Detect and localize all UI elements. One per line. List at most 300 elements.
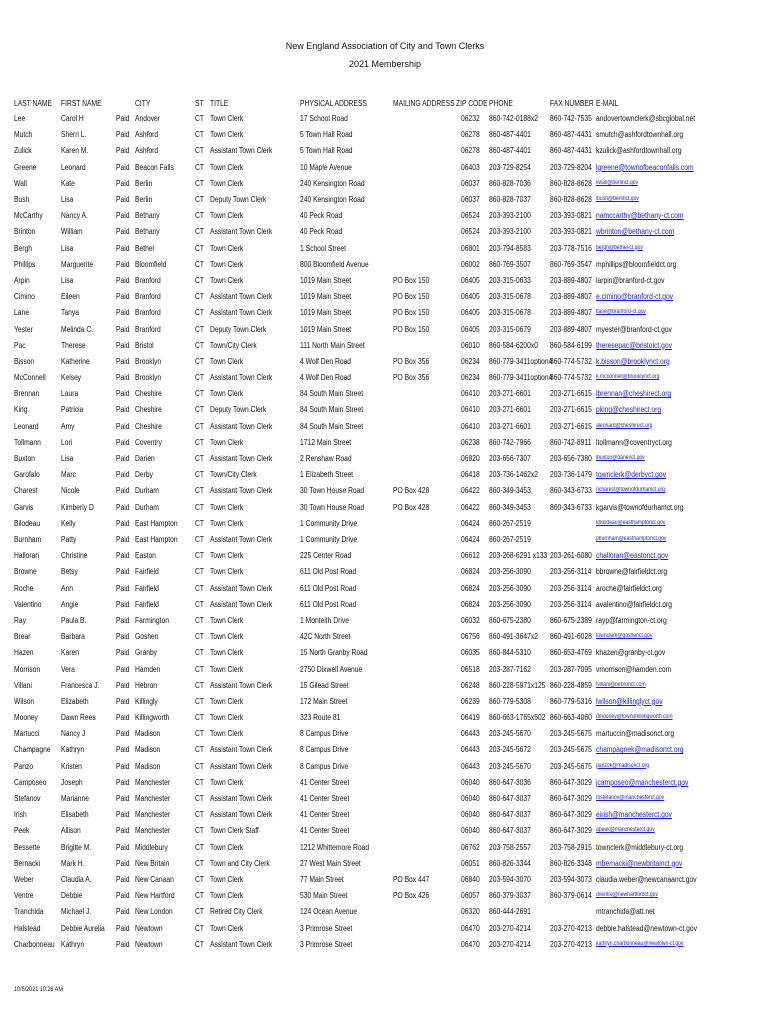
- cell-zip-code: 06410: [461, 389, 480, 399]
- cell-status: Paid: [116, 567, 130, 577]
- cell-email[interactable]: tlane@branford-ct.gov: [596, 309, 646, 316]
- print-timestamp: 10/5/2021 10:28 AM: [14, 986, 63, 993]
- cell-physical-address: 240 Kensington Road: [300, 178, 365, 188]
- cell-physical-address: 15 North Granby Road: [300, 648, 368, 658]
- cell-physical-address: 8 Campus Drive: [300, 745, 349, 755]
- cell-zip-code: 06232: [461, 114, 480, 123]
- cell-city: Granby: [135, 648, 158, 658]
- cell-title: Assistant Town Clerk: [210, 761, 273, 771]
- cell-physical-address: 172 Main Street: [300, 696, 348, 706]
- cell-status: Paid: [116, 874, 130, 884]
- cell-city: Ashford: [135, 130, 159, 140]
- cell-city: Goshen: [135, 632, 159, 642]
- cell-email[interactable]: k.mcconnell@brooklynct.org: [596, 374, 660, 380]
- cell-phone: 860-769-3507: [489, 259, 531, 269]
- header-first-name: FIRST NAME: [61, 99, 102, 108]
- cell-fax: 203-889-4807: [550, 275, 592, 285]
- header-email: E-MAIL: [596, 99, 619, 108]
- cell-title: Town Clerk: [210, 114, 244, 123]
- cell-city: Coventry: [135, 437, 162, 447]
- cell-email: mphillips@bloomfieldct.org: [596, 259, 677, 269]
- cell-fax: 860-828-8628: [550, 194, 592, 204]
- cell-state: CT: [195, 194, 204, 204]
- cell-last-name: Villani: [14, 680, 32, 690]
- cell-last-name: Pac: [14, 340, 26, 350]
- cell-phone: 860-742-0188x2: [489, 114, 538, 123]
- cell-status: Paid: [116, 551, 130, 561]
- cell-status: Paid: [116, 680, 130, 690]
- cell-phone: 860-491-3647x2: [489, 632, 538, 642]
- cell-physical-address: 2 Renshaw Road: [300, 454, 352, 463]
- cell-zip-code: 06756: [461, 632, 480, 642]
- cell-last-name: Weber: [14, 874, 34, 884]
- cell-phone: 203-315-0678: [489, 308, 531, 318]
- cell-fax: 860-491-6028: [550, 632, 592, 642]
- cell-status: Paid: [116, 486, 130, 496]
- cell-title: Assistant Town Clerk: [210, 939, 273, 949]
- cell-physical-address: 240 Kensington Road: [300, 194, 365, 204]
- cell-status: Paid: [116, 713, 130, 722]
- cell-city: Middlebury: [135, 842, 168, 852]
- cell-title: Town Clerk: [210, 178, 244, 188]
- cell-phone: 203-245-5670: [489, 761, 531, 771]
- cell-physical-address: 1 Monteith Drive: [300, 615, 349, 625]
- cell-fax: 203-736-1479: [550, 470, 592, 480]
- cell-status: Paid: [116, 470, 130, 480]
- cell-state: CT: [195, 874, 204, 884]
- cell-fax: 203-271-6615: [550, 389, 592, 399]
- cell-state: CT: [195, 696, 204, 706]
- cell-zip-code: 06035: [461, 648, 480, 658]
- cell-city: Branford: [135, 308, 161, 318]
- cell-title: Assistant Town Clerk: [210, 599, 273, 609]
- cell-city: Cheshire: [135, 421, 162, 431]
- cell-phone: 203-256-3090: [489, 583, 531, 593]
- cell-zip-code: 06278: [461, 130, 480, 140]
- cell-title: Assistant Town Clerk: [210, 534, 273, 544]
- cell-zip-code: 06422: [461, 486, 480, 496]
- cell-first-name: Claudia A.: [61, 874, 92, 884]
- cell-phone: 203-393-2100: [489, 211, 531, 221]
- cell-state: CT: [195, 324, 204, 334]
- cell-title: Town Clerk: [210, 437, 244, 447]
- cell-email[interactable]: namccarthy@bethany-ct.com: [596, 211, 684, 221]
- cell-zip-code: 06037: [461, 194, 480, 204]
- cell-email[interactable]: pking@cheshirect.org: [596, 405, 662, 415]
- cell-first-name: Kate: [61, 178, 75, 188]
- cell-email[interactable]: dmooney@townofkillingworth.com: [596, 714, 673, 720]
- cell-email: andovertownclerk@sbcglobal.net: [596, 114, 696, 123]
- cell-status: Paid: [116, 534, 130, 544]
- cell-state: CT: [195, 664, 204, 674]
- cell-first-name: Kelsey: [61, 373, 82, 382]
- cell-email[interactable]: e.cimino@branford-ct.gov: [596, 292, 674, 302]
- cell-first-name: Lisa: [61, 243, 74, 253]
- cell-email[interactable]: townclerk@derbyct.gov: [596, 470, 666, 480]
- cell-city: Madison: [135, 745, 161, 755]
- cell-email[interactable]: lwilson@killinglyct.gov: [596, 696, 663, 706]
- cell-first-name: Michael J.: [61, 907, 92, 917]
- cell-last-name: Camposeo: [14, 777, 47, 787]
- cell-state: CT: [195, 292, 204, 302]
- cell-status: Paid: [116, 696, 130, 706]
- cell-last-name: Browne: [14, 567, 37, 577]
- cell-first-name: Marguerite: [61, 259, 94, 269]
- cell-title: Deputy Town Clerk: [210, 194, 267, 204]
- cell-phone: 860-444-2691: [489, 907, 531, 917]
- cell-phone: 203-315-0633: [489, 275, 531, 285]
- cell-state: CT: [195, 275, 204, 285]
- cell-status: Paid: [116, 502, 130, 512]
- cell-zip-code: 06002: [461, 259, 480, 269]
- cell-email[interactable]: townclerk@goshenct.gov: [596, 633, 653, 640]
- cell-email[interactable]: bergh@bethel-ct.gov: [596, 244, 643, 251]
- cell-state: CT: [195, 340, 204, 350]
- cell-fax: 203-889-4807: [550, 324, 592, 334]
- cell-email[interactable]: challoran@eastonct.gov: [596, 551, 669, 561]
- cell-status: Paid: [116, 114, 130, 123]
- cell-status: Paid: [116, 162, 130, 172]
- header-st: ST: [195, 99, 204, 108]
- cell-phone: 860-844-5310: [489, 648, 531, 658]
- cell-email[interactable]: mstefanov@manchesterct.gov: [596, 795, 665, 801]
- cell-last-name: Lee: [14, 114, 26, 123]
- cell-phone: 860-742-7966: [489, 437, 531, 447]
- cell-status: Paid: [116, 178, 130, 188]
- cell-phone: 203-271-6601: [489, 421, 531, 431]
- cell-status: Paid: [116, 292, 130, 302]
- cell-last-name: Irish: [14, 810, 27, 820]
- cell-physical-address: 8 Campus Drive: [300, 729, 349, 739]
- cell-city: East Hampton: [135, 534, 178, 544]
- document-subtitle: 2021 Membership: [348, 59, 422, 69]
- cell-zip-code: 06040: [461, 777, 480, 787]
- cell-state: CT: [195, 114, 204, 123]
- cell-email[interactable]: champagnek@madisonct.org: [596, 745, 684, 755]
- cell-email[interactable]: pburnham@easthamptonct.gov: [596, 535, 667, 542]
- cell-fax: 860-663-4060: [550, 713, 592, 722]
- cell-email: avalentino@fairfieldct.org: [596, 599, 672, 609]
- cell-phone: 203-393-2100: [489, 227, 531, 237]
- cell-last-name: Bisson: [14, 356, 35, 366]
- cell-title: Assistant Town Clerk: [210, 680, 273, 690]
- cell-phone: 860-828-7036: [489, 178, 531, 188]
- cell-physical-address: 1019 Main Street: [300, 292, 352, 302]
- cell-mailing-address: PO Box 426: [393, 891, 430, 901]
- cell-last-name: Arpin: [14, 275, 30, 285]
- cell-email[interactable]: lbuxton@darienct.gov: [596, 455, 645, 461]
- cell-first-name: Joseph: [61, 777, 83, 787]
- cell-state: CT: [195, 923, 204, 933]
- cell-fax: 860-779-5316: [550, 696, 592, 706]
- cell-last-name: Tranchida: [14, 907, 44, 917]
- cell-state: CT: [195, 583, 204, 593]
- cell-first-name: Barbara: [61, 632, 85, 642]
- cell-status: Paid: [116, 146, 130, 156]
- cell-status: Paid: [116, 615, 130, 625]
- cell-phone: 203-736-1462x2: [489, 470, 538, 480]
- cell-state: CT: [195, 858, 204, 868]
- cell-fax: 203-758-2915: [550, 842, 592, 852]
- cell-zip-code: 06801: [461, 243, 480, 253]
- cell-title: Town and City Clerk: [210, 858, 270, 868]
- cell-fax: 203-393-0821: [550, 227, 592, 237]
- cell-city: Branford: [135, 275, 161, 285]
- cell-physical-address: 77 Main Street: [300, 874, 344, 884]
- cell-first-name: Lori: [61, 437, 73, 447]
- cell-city: Durham: [135, 486, 159, 496]
- cell-email[interactable]: k.bisson@brooklynct.org: [596, 356, 670, 366]
- cell-first-name: Patty: [61, 534, 77, 544]
- cell-phone: 203-287-7162: [489, 664, 531, 674]
- cell-last-name: Cimino: [14, 292, 35, 302]
- cell-city: Newtown: [135, 939, 163, 949]
- cell-first-name: Kelly: [61, 518, 76, 528]
- cell-last-name: Brear: [14, 632, 31, 642]
- cell-first-name: Karen M.: [61, 146, 89, 156]
- cell-physical-address: 84 South Main Street: [300, 405, 364, 415]
- cell-last-name: Champagne: [14, 745, 51, 755]
- cell-fax: 860-487-4431: [550, 146, 592, 156]
- cell-first-name: Laura: [61, 389, 79, 399]
- cell-email: claudia.weber@newcanaanct.gov: [596, 874, 697, 884]
- cell-status: Paid: [116, 227, 130, 237]
- cell-title: Town Clerk Staff: [210, 826, 259, 836]
- cell-phone: 203-315-0679: [489, 324, 531, 334]
- cell-zip-code: 06410: [461, 421, 480, 431]
- cell-fax: 203-270-4213: [550, 923, 592, 933]
- cell-city: New London: [135, 907, 173, 917]
- cell-status: Paid: [116, 356, 130, 366]
- cell-title: Assistant Town Clerk: [210, 745, 273, 755]
- cell-zip-code: 06320: [461, 907, 480, 917]
- cell-status: Paid: [116, 405, 130, 415]
- cell-status: Paid: [116, 745, 130, 755]
- cell-mailing-address: PO Box 428: [393, 502, 430, 512]
- cell-email[interactable]: jcamposeo@manchesterct.gov: [596, 777, 689, 787]
- cell-last-name: Valentino: [14, 599, 42, 609]
- cell-city: New Hartford: [135, 891, 175, 901]
- cell-last-name: Stefanov: [14, 794, 41, 803]
- cell-email: aroche@fairfieldct.org: [596, 583, 662, 593]
- cell-phone: 203-594-3070: [489, 874, 531, 884]
- cell-state: CT: [195, 729, 204, 739]
- cell-status: Paid: [116, 648, 130, 658]
- cell-state: CT: [195, 437, 204, 447]
- cell-physical-address: 4 Wolf Den Road: [300, 373, 352, 382]
- cell-physical-address: 17 School Road: [300, 114, 348, 123]
- cell-city: Bethany: [135, 211, 160, 221]
- cell-first-name: William: [61, 227, 83, 237]
- cell-last-name: Mutch: [14, 130, 33, 140]
- cell-fax: 203-256-3114: [550, 583, 592, 593]
- cell-title: Town Clerk: [210, 243, 244, 253]
- cell-email[interactable]: theresepac@bristolct.gov: [596, 340, 672, 350]
- cell-state: CT: [195, 648, 204, 658]
- cell-city: Manchester: [135, 794, 171, 803]
- cell-state: CT: [195, 907, 204, 917]
- cell-first-name: Allison: [61, 826, 81, 836]
- cell-zip-code: 06040: [461, 794, 480, 803]
- cell-first-name: Marianne: [61, 794, 90, 803]
- cell-state: CT: [195, 939, 204, 949]
- cell-first-name: Carol H: [61, 114, 84, 123]
- cell-physical-address: 84 South Main Street: [300, 421, 364, 431]
- cell-fax: 203-271-6615: [550, 421, 592, 431]
- cell-phone: 860-379-3037: [489, 891, 531, 901]
- cell-last-name: Brinton: [14, 227, 36, 237]
- cell-phone: 860-487-4401: [489, 146, 531, 156]
- cell-title: Town Clerk: [210, 502, 244, 512]
- cell-fax: 860-343-6733: [550, 486, 592, 496]
- cell-mailing-address: PO Box 428: [393, 486, 430, 496]
- cell-city: Hebron: [135, 680, 158, 690]
- cell-last-name: Wall: [14, 178, 27, 188]
- cell-email[interactable]: ncharest@townofdurhamct.org: [596, 487, 665, 494]
- cell-status: Paid: [116, 939, 130, 949]
- cell-fax: 860-647-3029: [550, 777, 592, 787]
- cell-email[interactable]: mbernacki@newbritainct.gov: [596, 858, 683, 868]
- cell-last-name: Bessette: [14, 842, 41, 852]
- cell-fax: 203-256-3114: [550, 567, 592, 577]
- cell-first-name: Nicole: [61, 486, 80, 496]
- cell-email[interactable]: panzok@madisonct.org: [596, 762, 650, 769]
- cell-phone: 860-828-7037: [489, 194, 531, 204]
- cell-status: Paid: [116, 243, 130, 253]
- cell-title: Town Clerk: [210, 551, 244, 561]
- cell-title: Assistant Town Clerk: [210, 454, 273, 463]
- cell-status: Paid: [116, 130, 130, 140]
- cell-email[interactable]: lgreene@townofbeaconfalls.com: [596, 162, 694, 172]
- cell-email[interactable]: kathryn.charbonneau@newtown-ct.gov: [596, 940, 684, 947]
- cell-title: Town Clerk: [210, 696, 244, 706]
- cell-email[interactable]: aleonard@cheshirect.org: [596, 422, 653, 429]
- cell-status: Paid: [116, 259, 130, 269]
- cell-phone: 203-758-2557: [489, 842, 531, 852]
- cell-email[interactable]: kbilodeau@easthamptonct.gov: [596, 519, 666, 526]
- cell-phone: 203-245-5672: [489, 745, 531, 755]
- cell-last-name: Ventre: [14, 891, 34, 901]
- cell-email[interactable]: fvillani@hebronct.com: [596, 681, 646, 688]
- cell-physical-address: 611 Old Post Road: [300, 599, 357, 609]
- cell-status: Paid: [116, 923, 130, 933]
- cell-state: CT: [195, 454, 204, 463]
- cell-fax: 860-584-6199: [550, 340, 592, 350]
- cell-city: Madison: [135, 729, 161, 739]
- cell-city: Beacon Falls: [135, 162, 174, 172]
- cell-status: Paid: [116, 583, 130, 593]
- cell-email[interactable]: apeek@manchesterct.gov: [596, 827, 655, 834]
- cell-city: Berlin: [135, 178, 153, 188]
- cell-physical-address: 30 Town House Road: [300, 486, 365, 496]
- cell-fax: 860-379-0614: [550, 891, 592, 901]
- cell-title: Town Clerk: [210, 567, 244, 577]
- cell-last-name: Mooney: [14, 713, 38, 722]
- cell-mailing-address: PO Box 150: [393, 275, 430, 285]
- cell-first-name: Sherri L.: [61, 130, 87, 140]
- cell-physical-address: 27 West Main Street: [300, 858, 361, 868]
- cell-state: CT: [195, 713, 204, 722]
- cell-phone: 203-656-7307: [489, 454, 531, 463]
- cell-email[interactable]: lbush@berlinct.gov: [596, 195, 639, 202]
- cell-state: CT: [195, 794, 204, 803]
- cell-first-name: Amy: [61, 421, 75, 431]
- cell-last-name: King: [14, 405, 28, 415]
- cell-zip-code: 06405: [461, 275, 480, 285]
- cell-fax: 203-287-7095: [550, 664, 592, 674]
- cell-city: New Canaan: [135, 874, 174, 884]
- cell-phone: 203-315-0678: [489, 292, 531, 302]
- cell-physical-address: 41 Center Street: [300, 777, 350, 787]
- cell-status: Paid: [116, 373, 130, 382]
- document-title: New England Association of City and Town Clerks: [285, 41, 485, 51]
- cell-physical-address: 40 Peck Road: [300, 211, 343, 221]
- cell-email[interactable]: dventre@newhartfordct.gov: [596, 892, 658, 899]
- cell-last-name: Panzo: [14, 761, 34, 771]
- cell-physical-address: 800 Bloomfield Avenue: [300, 259, 369, 269]
- cell-phone: 860-487-4401: [489, 130, 531, 140]
- cell-last-name: Ray: [14, 615, 26, 625]
- cell-email[interactable]: eirish@manchesterct.gov: [596, 810, 672, 820]
- cell-phone: 860-647-3037: [489, 826, 531, 836]
- cell-zip-code: 06037: [461, 178, 480, 188]
- cell-first-name: Betsy: [61, 567, 78, 577]
- cell-zip-code: 06040: [461, 810, 480, 820]
- header-phone: PHONE: [489, 99, 513, 108]
- cell-title: Assistant Town Clerk: [210, 292, 273, 302]
- cell-state: CT: [195, 518, 204, 528]
- cell-zip-code: 06424: [461, 534, 480, 544]
- cell-email[interactable]: kwall@berlinct.gov: [596, 179, 639, 186]
- cell-email: kgarvis@townofdurhamct.org: [596, 502, 684, 512]
- cell-state: CT: [195, 680, 204, 690]
- cell-city: Manchester: [135, 810, 171, 820]
- cell-city: Newtown: [135, 923, 163, 933]
- cell-zip-code: 06470: [461, 939, 480, 949]
- cell-last-name: Hazen: [14, 648, 34, 658]
- cell-physical-address: 1019 Main Street: [300, 308, 352, 318]
- cell-phone: 860-826-3344: [489, 858, 531, 868]
- cell-phone: 860-647-3036: [489, 777, 531, 787]
- cell-status: Paid: [116, 211, 130, 221]
- cell-state: CT: [195, 373, 204, 382]
- cell-email[interactable]: wbrinton@bethany-ct.com: [596, 227, 675, 237]
- cell-first-name: Debbie: [61, 891, 83, 901]
- cell-physical-address: 15 Gilead Street: [300, 680, 349, 690]
- cell-state: CT: [195, 777, 204, 787]
- cell-phone: 203-245-5670: [489, 729, 531, 739]
- cell-status: Paid: [116, 664, 130, 674]
- cell-phone: 860-779-3411option4: [489, 356, 553, 366]
- cell-state: CT: [195, 599, 204, 609]
- cell-fax: 203-889-4807: [550, 292, 592, 302]
- cell-fax: 860-675-2389: [550, 615, 592, 625]
- cell-first-name: Elisabeth: [61, 810, 89, 820]
- header-physical-address: PHYSICAL ADDRESS: [300, 99, 367, 108]
- cell-last-name: Tollmann: [14, 437, 41, 447]
- cell-email[interactable]: lbrennan@cheshirect.org: [596, 389, 672, 399]
- cell-state: CT: [195, 243, 204, 253]
- cell-email: rayp@farmington-ct.org: [596, 615, 667, 625]
- cell-last-name: Garvis: [14, 502, 34, 512]
- cell-city: Bethany: [135, 227, 160, 237]
- cell-email: kzulick@ashfordtownhall.org: [596, 146, 682, 156]
- cell-zip-code: 06762: [461, 842, 480, 852]
- cell-last-name: Yester: [14, 324, 33, 334]
- cell-last-name: McConnell: [14, 373, 46, 382]
- cell-phone: 860-663-1765x502: [489, 713, 546, 722]
- cell-physical-address: 84 South Main Street: [300, 389, 364, 399]
